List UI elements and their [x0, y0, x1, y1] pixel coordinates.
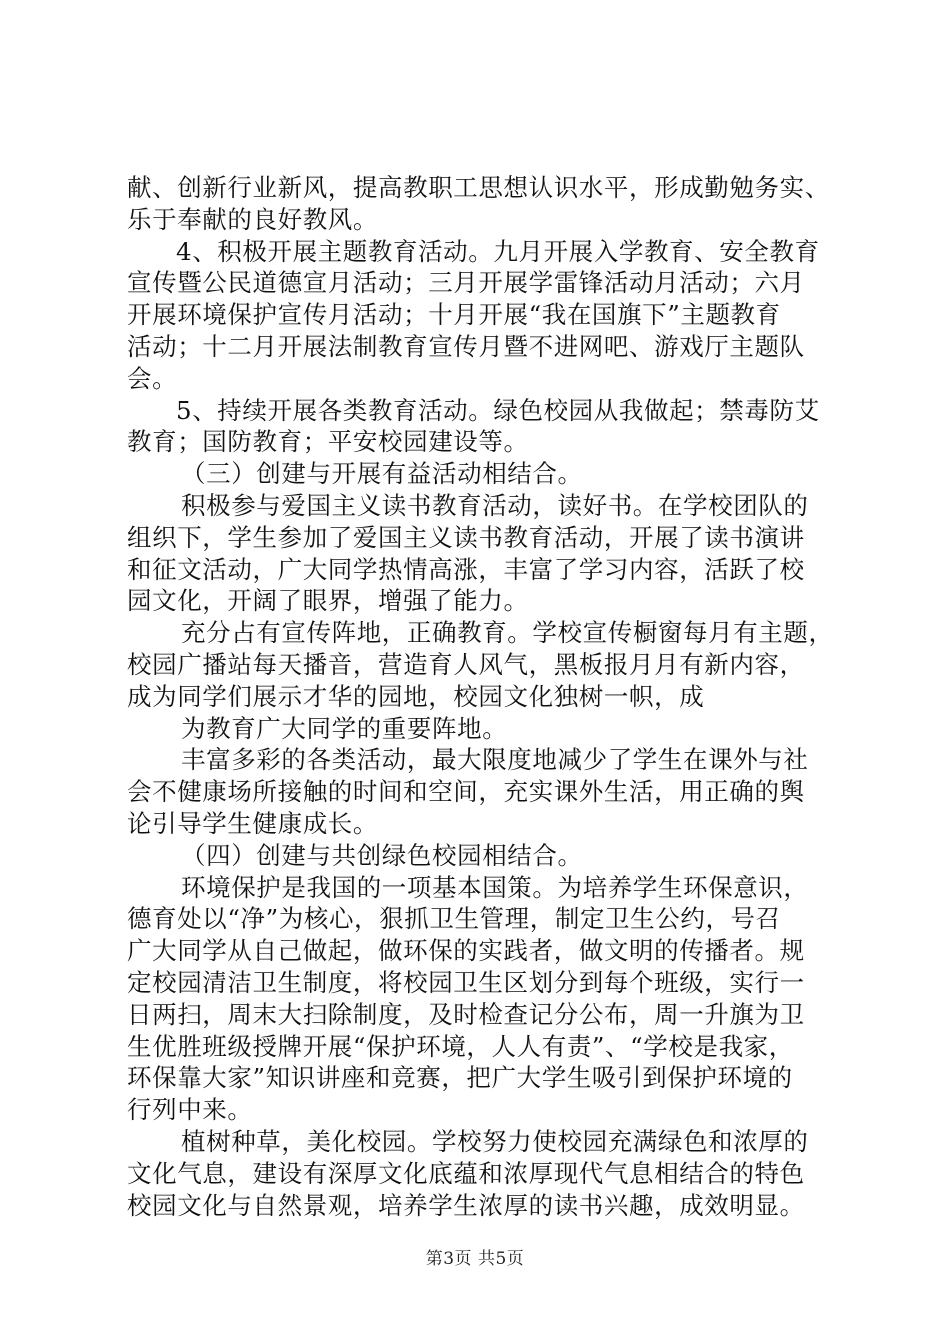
- text-line: 和征文活动，广大同学热情高涨，丰富了学习内容，活跃了校: [127, 554, 805, 584]
- text-line: （三）创建与开展有益活动相结合。: [181, 459, 583, 489]
- text-line: 5、持续开展各类教育活动。绿色校园从我做起；禁毒防艾: [176, 395, 820, 425]
- text-line: 定校园清洁卫生制度，将校园卫生区划分到每个班级，实行一: [127, 967, 805, 997]
- text-line: 论引导学生健康成长。: [127, 808, 378, 838]
- text-line: 组织下，学生参加了爱国主义读书教育活动，开展了读书演讲: [127, 522, 805, 552]
- text-line: 充分占有宣传阵地，正确教育。学校宣传橱窗每月有主题，: [181, 618, 834, 648]
- text-line: 活动；十二月开展法制教育宣传月暨不进网吧、游戏厅主题队: [127, 331, 805, 361]
- page-number-footer: 第3页 共5页: [425, 1249, 525, 1269]
- text-line: 教育；国防教育；平安校园建设等。: [127, 427, 529, 457]
- text-line: 广大同学从自己做起，做环保的实践者，做文明的传播者。规: [127, 936, 805, 966]
- text-line: 植树种草，美化校园。学校努力使校园充满绿色和浓厚的: [181, 1126, 809, 1156]
- text-line: 丰富多彩的各类活动，最大限度地减少了学生在课外与社: [181, 745, 809, 775]
- text-line: 开展环境保护宣传月活动；十月开展“我在国旗下”主题教育: [127, 300, 781, 330]
- text-line: 会。: [127, 363, 178, 393]
- text-line: 行列中来。: [127, 1095, 253, 1125]
- text-line: 会不健康场所接触的时间和空间，充实课外生活，用正确的舆: [127, 777, 805, 807]
- text-line: 德育处以“净”为核心，狠抓卫生管理，制定卫生公约，号召: [127, 904, 781, 934]
- text-line: 校园广播站每天播音，营造育人风气，黑板报月月有新内容，: [127, 649, 805, 679]
- text-line: 献、创新行业新风，提高教职工思想认识水平，形成勤勉务实、: [127, 173, 830, 202]
- text-line: 日两扫，周末大扫除制度，及时检查记分公布，周一升旗为卫: [127, 999, 805, 1029]
- text-line: 环境保护是我国的一项基本国策。为培养学生环保意识，: [181, 872, 809, 902]
- text-line: 积极参与爱国主义读书教育活动，读好书。在学校团队的: [181, 490, 809, 520]
- text-line: 为教育广大同学的重要阵地。: [181, 713, 508, 743]
- text-line: 文化气息，建设有深厚文化底蕴和浓厚现代气息相结合的特色: [127, 1158, 805, 1188]
- text-line: （四）创建与共创绿色校园相结合。: [181, 840, 583, 870]
- document-body: [127, 172, 857, 1221]
- text-line: 环保靠大家”知识讲座和竞赛，把广大学生吸引到保护环境的: [127, 1063, 793, 1093]
- text-line: 生优胜班级授牌开展“保护环境，人人有责”、“学校是我家，: [127, 1031, 794, 1061]
- text-line: 成为同学们展示才华的园地，校园文化独树一帜，成: [127, 681, 705, 711]
- text-line: 校园文化与自然景观，培养学生浓厚的读书兴趣，成效明显。: [127, 1190, 805, 1220]
- text-line: 宣传暨公民道德宣月活动；三月开展学雷锋活动月活动；六月: [127, 268, 805, 298]
- text-line: 4、积极开展主题教育活动。九月开展入学教育、安全教育: [176, 236, 820, 266]
- text-line: 乐于奉献的良好教风。: [127, 204, 378, 234]
- text-line: 园文化，开阔了眼界，增强了能力。: [127, 586, 529, 616]
